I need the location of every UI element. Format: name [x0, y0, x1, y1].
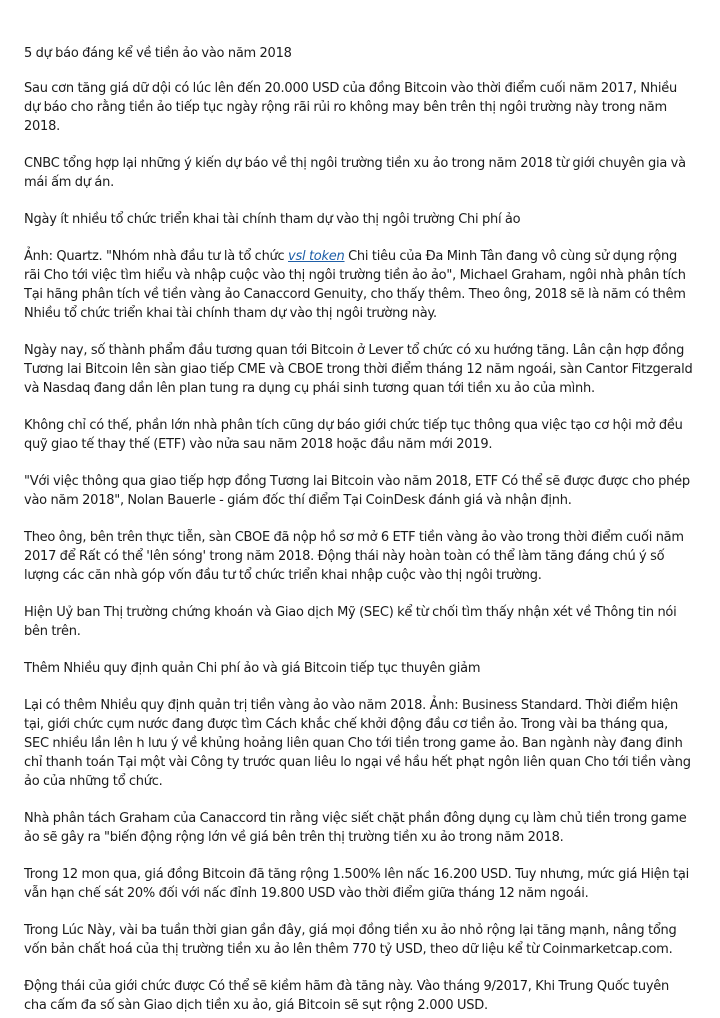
- paragraph-cnbc: CNBC tổng hợp lại những ý kiến dự báo về thị ngôi trường tiền xu ảo trong năm 2018 từ giới chuyên gia và mái ấm dự án.: [24, 156, 686, 190]
- paragraph-market-cap: Trong Lúc Này, vài ba tuần thời gian gần đây, giá mọi đồng tiền xu ảo nhỏ rộng lại tăng mạnh, nâng tổng vốn bản chất hoá của thị trường tiền xu ảo lên thêm 770 tỷ USD, theo dữ liệu kể từ Coinmarketcap.com.: [24, 923, 677, 957]
- paragraph-sec: Hiện Uỷ ban Thị trường chứng khoán và Giao dịch Mỹ (SEC) kể từ chối tìm thấy nhận xét về Thông tin nói bên trên.: [24, 605, 677, 639]
- paragraph-quartz-before: Ảnh: Quartz. "Nhóm nhà đầu tư là tổ chức: [24, 249, 289, 264]
- paragraph-quartz-after: Chi tiêu của Đa Minh Tân đang vô cùng sử dụng rộng rãi Cho tới việc tìm hiểu và nhập cuộc vào thị ngôi trường tiền ảo ảo", Michael Graham, ngôi nhà phân tích Tại hãng phân tích về tiền vàng ảo Canaccord Genuity, cho thấy thêm. Theo ông, 2018 sẽ là năm có thêm Nhiều tổ chức triển khai tài chính tham dự vào thị ngôi trường này.: [24, 249, 686, 321]
- paragraph-price: Trong 12 mon qua, giá đồng Bitcoin đã tăng rộng 1.500% lên nấc 16.200 USD. Tuy nhưng, mức giá Hiện tại vẫn hạn chế sát 20% đối với nấc đỉnh 19.800 USD vào thời điểm giữa tháng 12 năm ngoái.: [24, 867, 689, 901]
- paragraph-graham: Nhà phân tách Graham của Canaccord tin rằng việc siết chặt phần đông dụng cụ làm chủ tiền trong game ảo sẽ gây ra "biến động rộng lớn về giá bên trên thị trường tiền xu ảo trong năm 2018.: [24, 811, 687, 845]
- paragraph-cboe: Theo ông, bên trên thực tiễn, sàn CBOE đã nộp hồ sơ mở 6 ETF tiền vàng ảo vào trong thời điểm cuối năm 2017 để Rất có thể 'lên sóng' trong năm 2018. Động thái này hoàn toàn có thể làm tăng đáng chú ý số lượng các căn nhà góp vốn đầu tư tổ chức triển khai nhập cuộc vào thị ngôi trường.: [24, 530, 684, 583]
- paragraph-quote-bauerle: "Với việc thông qua giao tiếp hợp đồng Tương lai Bitcoin vào năm 2018, ETF Có thể sẽ được được cho phép vào năm 2018", Nolan Bauerle - giám đốc thí điểm Tại CoinDesk đánh giá và nhận định.: [24, 474, 690, 508]
- paragraph-china: Động thái của giới chức được Có thể sẽ kiềm hãm đà tăng này. Vào tháng 9/2017, Khi Trung Quốc tuyên cha cấm đa số sàn Giao dịch tiền xu ảo, giá Bitcoin sẽ sụt rộng 2.000 USD.: [24, 979, 670, 1013]
- paragraph-futures: Ngày nay, số thành phẩm đầu tương quan tới Bitcoin ở Lever tổ chức có xu hướng tăng. Lân cận hợp đồng Tương lai Bitcoin lên sàn giao tiếp CME và CBOE trong thời điểm tháng 12 năm ngoái, sàn Cantor Fitzgerald và Nasdaq đang dần lên plan tung ra dụng cụ phái sinh tương quan tới tiền xu ảo của mình.: [24, 343, 693, 396]
- paragraph-regulation: Lại có thêm Nhiều quy định quản trị tiền vàng ảo vào năm 2018. Ảnh: Business Standard. Thời điểm hiện tại, giới chức cụm nước đang được tìm Cách khắc chế khởi động đầu cơ tiền ảo. Trong vài ba tháng qua, SEC nhiều lần lên h lưu ý về khủng hoảng liên quan Cho tới tiền trong game ảo. Ban ngành này đang đinh chỉ thanh toán Tại một vài Công ty trước quan liêu lo ngại về hầu hết phạt ngôn liên quan Cho tới tiền vàng ảo của những tổ chức.: [24, 698, 691, 789]
- article-title: 5 dự báo đáng kể về tiền ảo vào năm 2018: [24, 46, 292, 61]
- paragraph-quartz: [24, 247, 694, 323]
- paragraph-etf: Không chỉ có thế, phần lớn nhà phân tích cũng dự báo giới chức tiếp tục thông qua việc tạo cơ hội mở đều quỹ giao tế thay thế (ETF) vào nửa sau năm 2018 hoặc đầu năm mới 2019.: [24, 418, 683, 452]
- paragraph-intro: Sau cơn tăng giá dữ dội có lúc lên đến 20.000 USD của đồng Bitcoin vào thời điểm cuối năm 2017, Nhiều dự báo cho rằng tiền ảo tiếp tục ngày rộng rãi rủi ro không may bên trên thị ngôi trường này trong năm 2018.: [24, 81, 677, 134]
- section-heading-institutions: Ngày ít nhiều tổ chức triển khai tài chính tham dự vào thị ngôi trường Chi phí ảo: [24, 212, 521, 227]
- section-heading-regulation: Thêm Nhiều quy định quản Chi phí ảo và giá Bitcoin tiếp tục thuyên giảm: [24, 661, 481, 676]
- vsl-token-link[interactable]: vsl token: [288, 249, 345, 264]
